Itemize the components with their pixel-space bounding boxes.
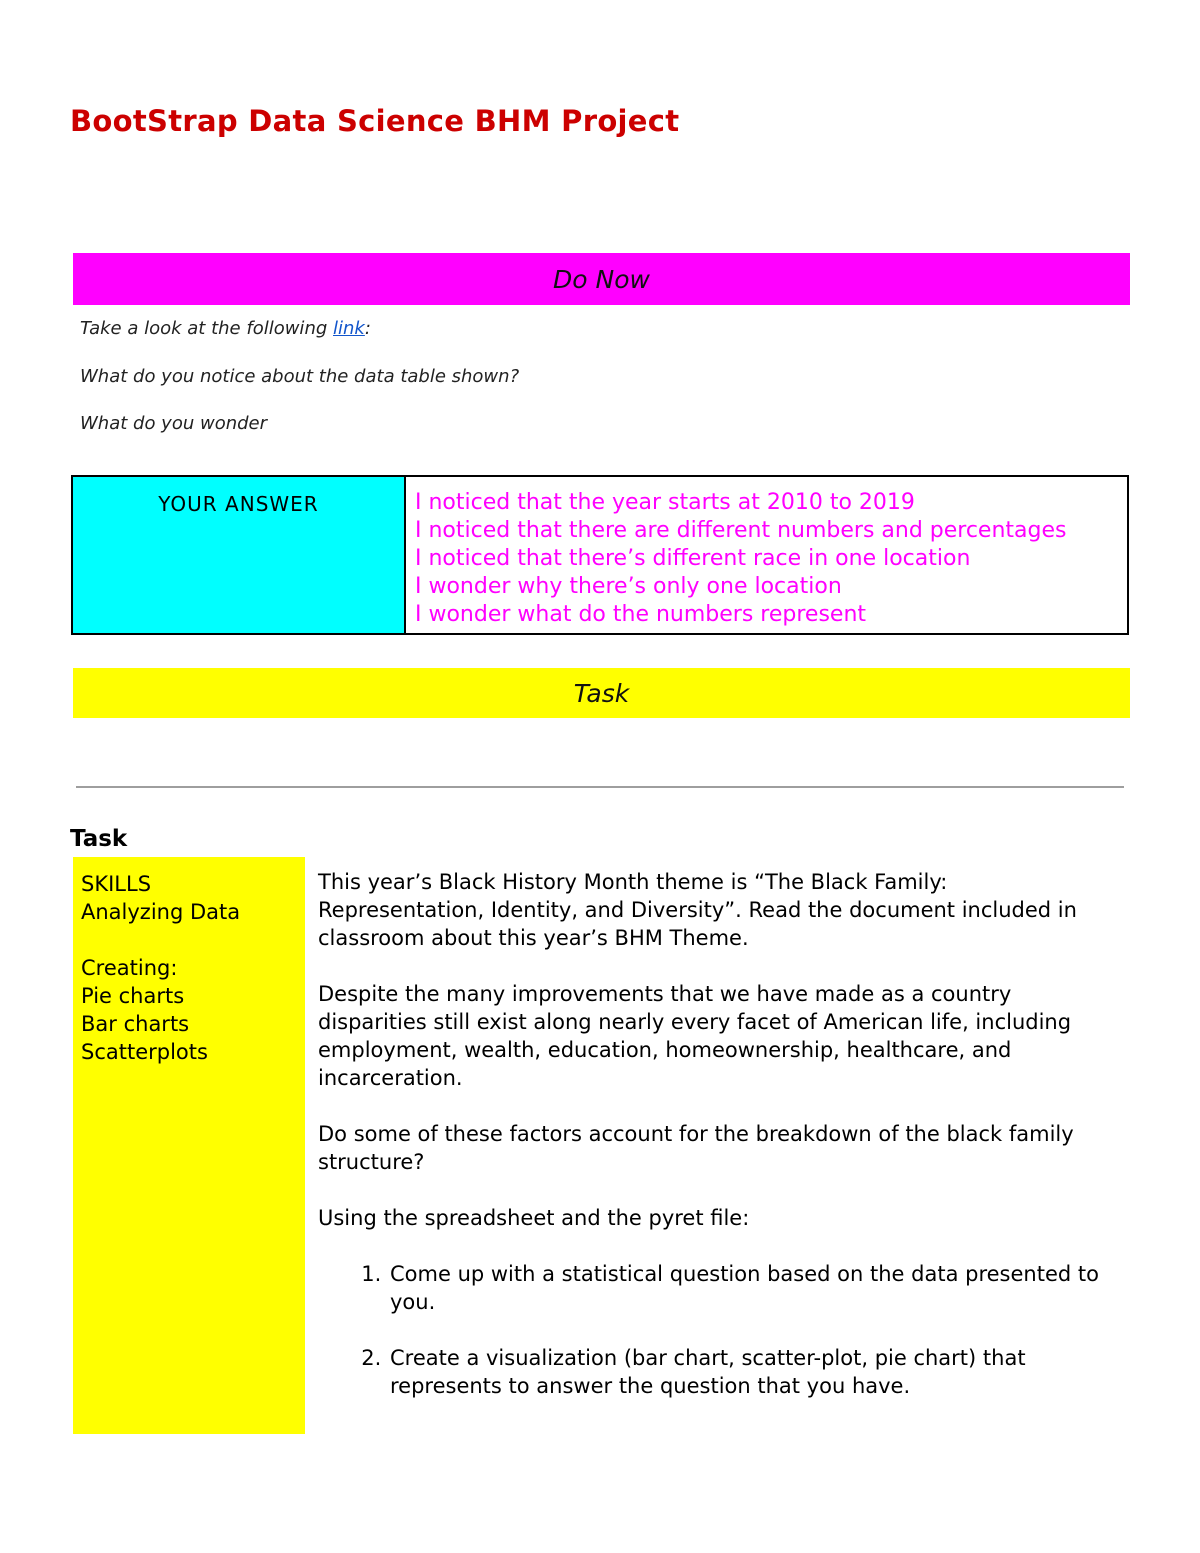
answer-line: I wonder what do the numbers represent <box>415 602 867 627</box>
task-step: 2. Create a visualization (bar chart, scatter-plot, pie chart) that represents to answer the question that you have. <box>388 1344 1118 1400</box>
skills-line: Analyzing Data <box>81 900 241 924</box>
task-paragraph: Do some of these factors account for the breakdown of the black family structure? <box>318 1122 1074 1174</box>
task-paragraph: This year’s Black History Month theme is “The Black Family: Representation, Identity, and Diversity”. Read the document included in classroom about this year’s BHM Theme. <box>318 870 1077 950</box>
data-table-link[interactable]: link <box>333 318 365 339</box>
task-description <box>318 868 1118 1428</box>
skills-line: Pie charts <box>81 984 185 1008</box>
task-banner <box>73 668 1130 718</box>
answer-line: I noticed that the year starts at 2010 to 2019 <box>415 490 915 515</box>
document-title: BootStrap Data Science BHM Project <box>70 104 680 138</box>
answer-line: I wonder why there’s only one location <box>415 574 842 599</box>
task-step: 1. Come up with a statistical question based on the data presented to you. <box>388 1260 1118 1316</box>
skills-line <box>81 926 305 954</box>
answer-line: I noticed that there are different numbers and percentages <box>415 518 1067 543</box>
task-banner-heading: Task <box>573 678 630 708</box>
skills-line: Creating: <box>81 956 178 980</box>
skills-column <box>73 857 305 1434</box>
horizontal-divider <box>76 786 1124 788</box>
wonder-question: What do you wonder <box>80 413 268 434</box>
prompt-suffix: : <box>364 318 371 339</box>
task-paragraph: Despite the many improvements that we have made as a country disparities still exist along nearly every facet of American life, including employment, wealth, education, homeownership, healthcare, and incarceration. <box>318 982 1072 1090</box>
answer-text[interactable] <box>406 477 1127 633</box>
do-now-prompt <box>80 318 371 339</box>
task-paragraph: Using the spreadsheet and the pyret file: <box>318 1206 750 1230</box>
prompt-prefix: Take a look at the following <box>80 318 333 339</box>
task-steps-list <box>318 1260 1118 1400</box>
notice-question: What do you notice about the data table shown? <box>80 366 520 387</box>
answer-line: I noticed that there’s different race in one location <box>415 546 971 571</box>
answer-label: YOUR ANSWER <box>73 477 406 633</box>
skills-line: Bar charts <box>81 1012 190 1036</box>
skills-line: SKILLS <box>81 872 152 896</box>
do-now-heading: Do Now <box>553 264 650 294</box>
do-now-banner <box>73 253 1130 305</box>
task-heading: Task <box>70 826 128 852</box>
skills-line: Scatterplots <box>81 1040 208 1064</box>
answer-table <box>71 475 1129 635</box>
